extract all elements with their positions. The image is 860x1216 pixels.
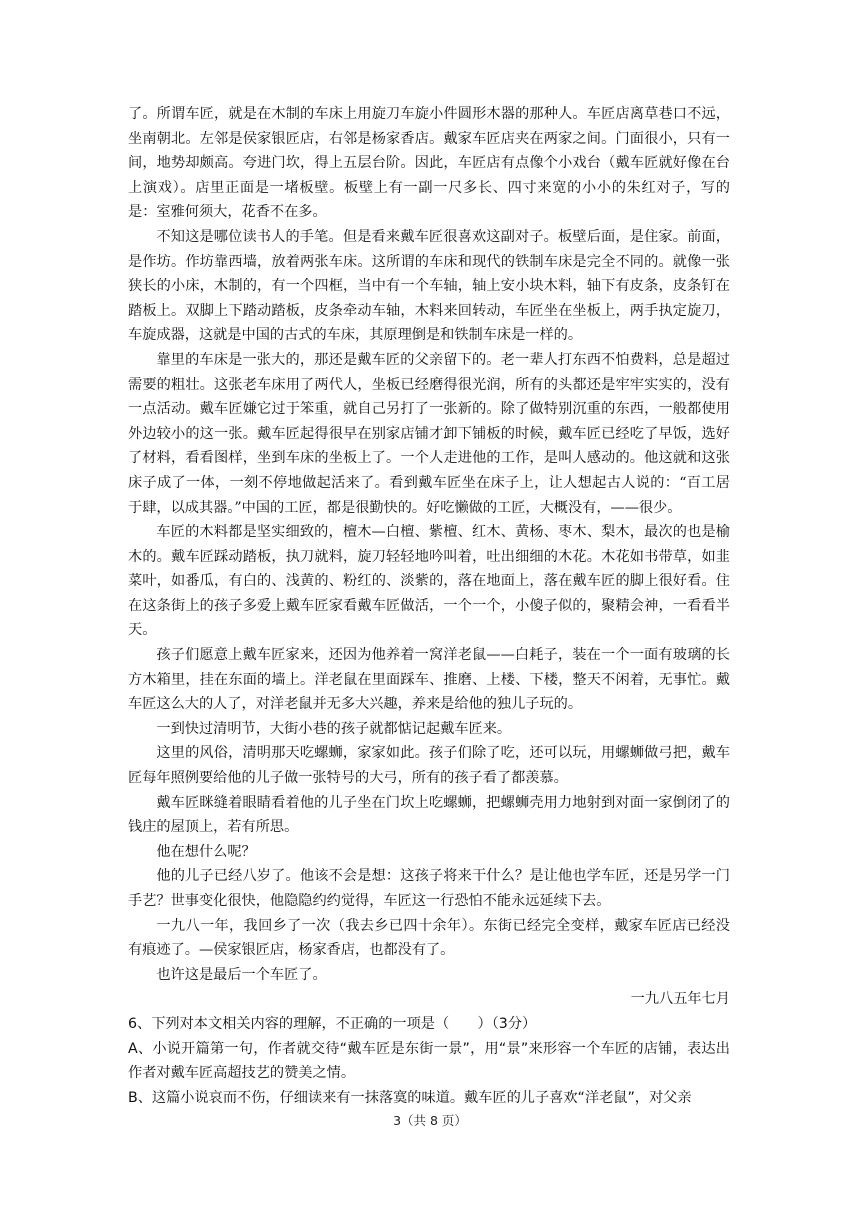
option-label: B、 <box>128 1089 152 1106</box>
option-label: A、 <box>128 1040 153 1057</box>
page-footer: 3（共 8 页） <box>393 1113 467 1128</box>
paragraph: 孩子们愿意上戴车匠家来，还因为他养着一窝洋老鼠——白耗子，装在一个一面有玻璃的长方木箱里，挂在东面的墙上。洋老鼠在里面踩车、推磨、上楼、下楼，整天不闲着，无事忙。戴车匠这么大的人了，对洋老鼠并无多大兴趣，养来是给他的独儿子玩的。 <box>128 647 730 713</box>
option-a <box>128 1037 730 1086</box>
question-text: 下列对本文相关内容的理解，不正确的一项是（ ）（3分） <box>151 1015 537 1032</box>
article-body <box>128 102 730 1110</box>
paragraph: 一到快过清明节，大街小巷的孩子就都惦记起戴车匠来。 <box>156 720 512 737</box>
paragraph: 他的儿子已经八岁了。他该不会是想：这孩子将来干什么？是让他也学车匠，还是另学一门手艺？世事变化很快，他隐隐约约觉得，车匠这一行恐怕不能永远延续下去。 <box>128 868 730 909</box>
paragraph: 了。所谓车匠，就是在木制的车床上用旋刀车旋小件圆形木器的那种人。车匠店离草巷口不远，坐南朝北。左邻是侯家银匠店，右邻是杨家香店。戴家车匠店夹在两家之间。门面很小，只有一间，地势却颇高。夸进门坎，得上五层台阶。因此，车匠店有点像个小戏台（戴车匠就好像在台上演戏）。店里正面是一堵板壁。板壁上有一副一尺多长、四寸来宽的小小的朱红对子，写的是：室雅何须大，花香不在多。 <box>128 106 730 221</box>
option-text: 这篇小说哀而不伤，仔细读来有一抹落寞的味道。戴车匠的儿子喜欢“洋老鼠”，对父亲 <box>151 1089 692 1106</box>
paragraph: 他在想什么呢？ <box>156 843 256 860</box>
paragraph: 这里的风俗，清明那天吃螺蛳，家家如此。孩子们除了吃，还可以玩，用螺蛳做弓把，戴车匠每年照例要给他的儿子做一张特号的大弓，所有的孩子看了都羡慕。 <box>128 745 730 787</box>
question-6 <box>128 1012 730 1110</box>
option-text: 小说开篇第一句，作者就交待“戴车匠是东街一景”，用“景”来形容一个车匠的店铺，表达出作者对戴车匠高超技艺的赞美之情。 <box>128 1040 730 1082</box>
paragraph: 也许这是最后一个车匠了。 <box>156 966 327 983</box>
article-date: 一九八五年七月 <box>630 991 730 1008</box>
paragraph: 车匠的木料都是坚实细致的，檀木—白檀、紫檀、红木、黄杨、枣木、梨木，最次的也是榆木的。戴车匠踩动踏板，执刀就料，旋刀轻轻地吟叫着，吐出细细的木花。木花如书带草，如韭菜叶，如番瓜，有白的、浅黄的、粉红的、淡紫的，落在地面上，落在戴车匠的脚上很好看。住在这条街上的孩子多爱上戴车匠家看戴车匠做活，一个一个，小傻子似的，聚精会神，一看看半天。 <box>128 524 730 639</box>
option-b <box>128 1086 730 1111</box>
question-number: 6、 <box>128 1015 152 1032</box>
paragraph: 戴车匠眯缝着眼睛看着他的儿子坐在门坎上吃螺蛳，把螺蛳壳用力地射到对面一家倒闭了的钱庄的屋顶上，若有所思。 <box>128 794 730 836</box>
paragraph: 靠里的车床是一张大的，那还是戴车匠的父亲留下的。老一辈人打东西不怕费料，总是超过需要的粗壮。这张老车床用了两代人，坐板已经磨得很光润，所有的头都还是牢牢实实的，没有一点活动。戴车匠嫌它过于笨重，就自己另打了一张新的。除了做特别沉重的东西，一般都使用外边较小的这一张。戴车匠起得很早在别家店铺才卸下铺板的时候，戴车匠已经吃了早饭，选好了材料，看看图样，坐到车床的坐板上了。一个人走进他的工作，是叫人感动的。他这就和这张床子成了一体，一刻不停地做起活来了。看到戴车匠坐在床子上，让人想起古人说的：“百工居于肆，以成其器。”中国的工匠，都是很勤快的。好吃懒做的工匠，大概没有，——很少。 <box>128 351 730 516</box>
question-stem <box>128 1012 730 1037</box>
paragraph: 不知这是哪位读书人的手笔。但是看来戴车匠很喜欢这副对子。板壁后面，是住家。前面，是作坊。作坊靠西墙，放着两张车床。这所谓的车床和现代的铁制车床是完全不同的。就像一张狭长的小床，木制的，有一个四框，当中有一个车轴，轴上安小块木料，轴下有皮条，皮条钉在踏板上。双脚上下踏动踏板，皮条牵动车轴，木料来回转动，车匠坐在坐板上，两手执定旋刀，车旋成器，这就是中国的古式的车床，其原理倒是和铁制车床是一样的。 <box>128 228 730 344</box>
paragraph: 一九八一年，我回乡了一次（我去乡已四十余年）。东街已经完全变样，戴家车匠店已经没有痕迹了。—侯家银匠店，杨家香店，也都没有了。 <box>128 917 730 959</box>
